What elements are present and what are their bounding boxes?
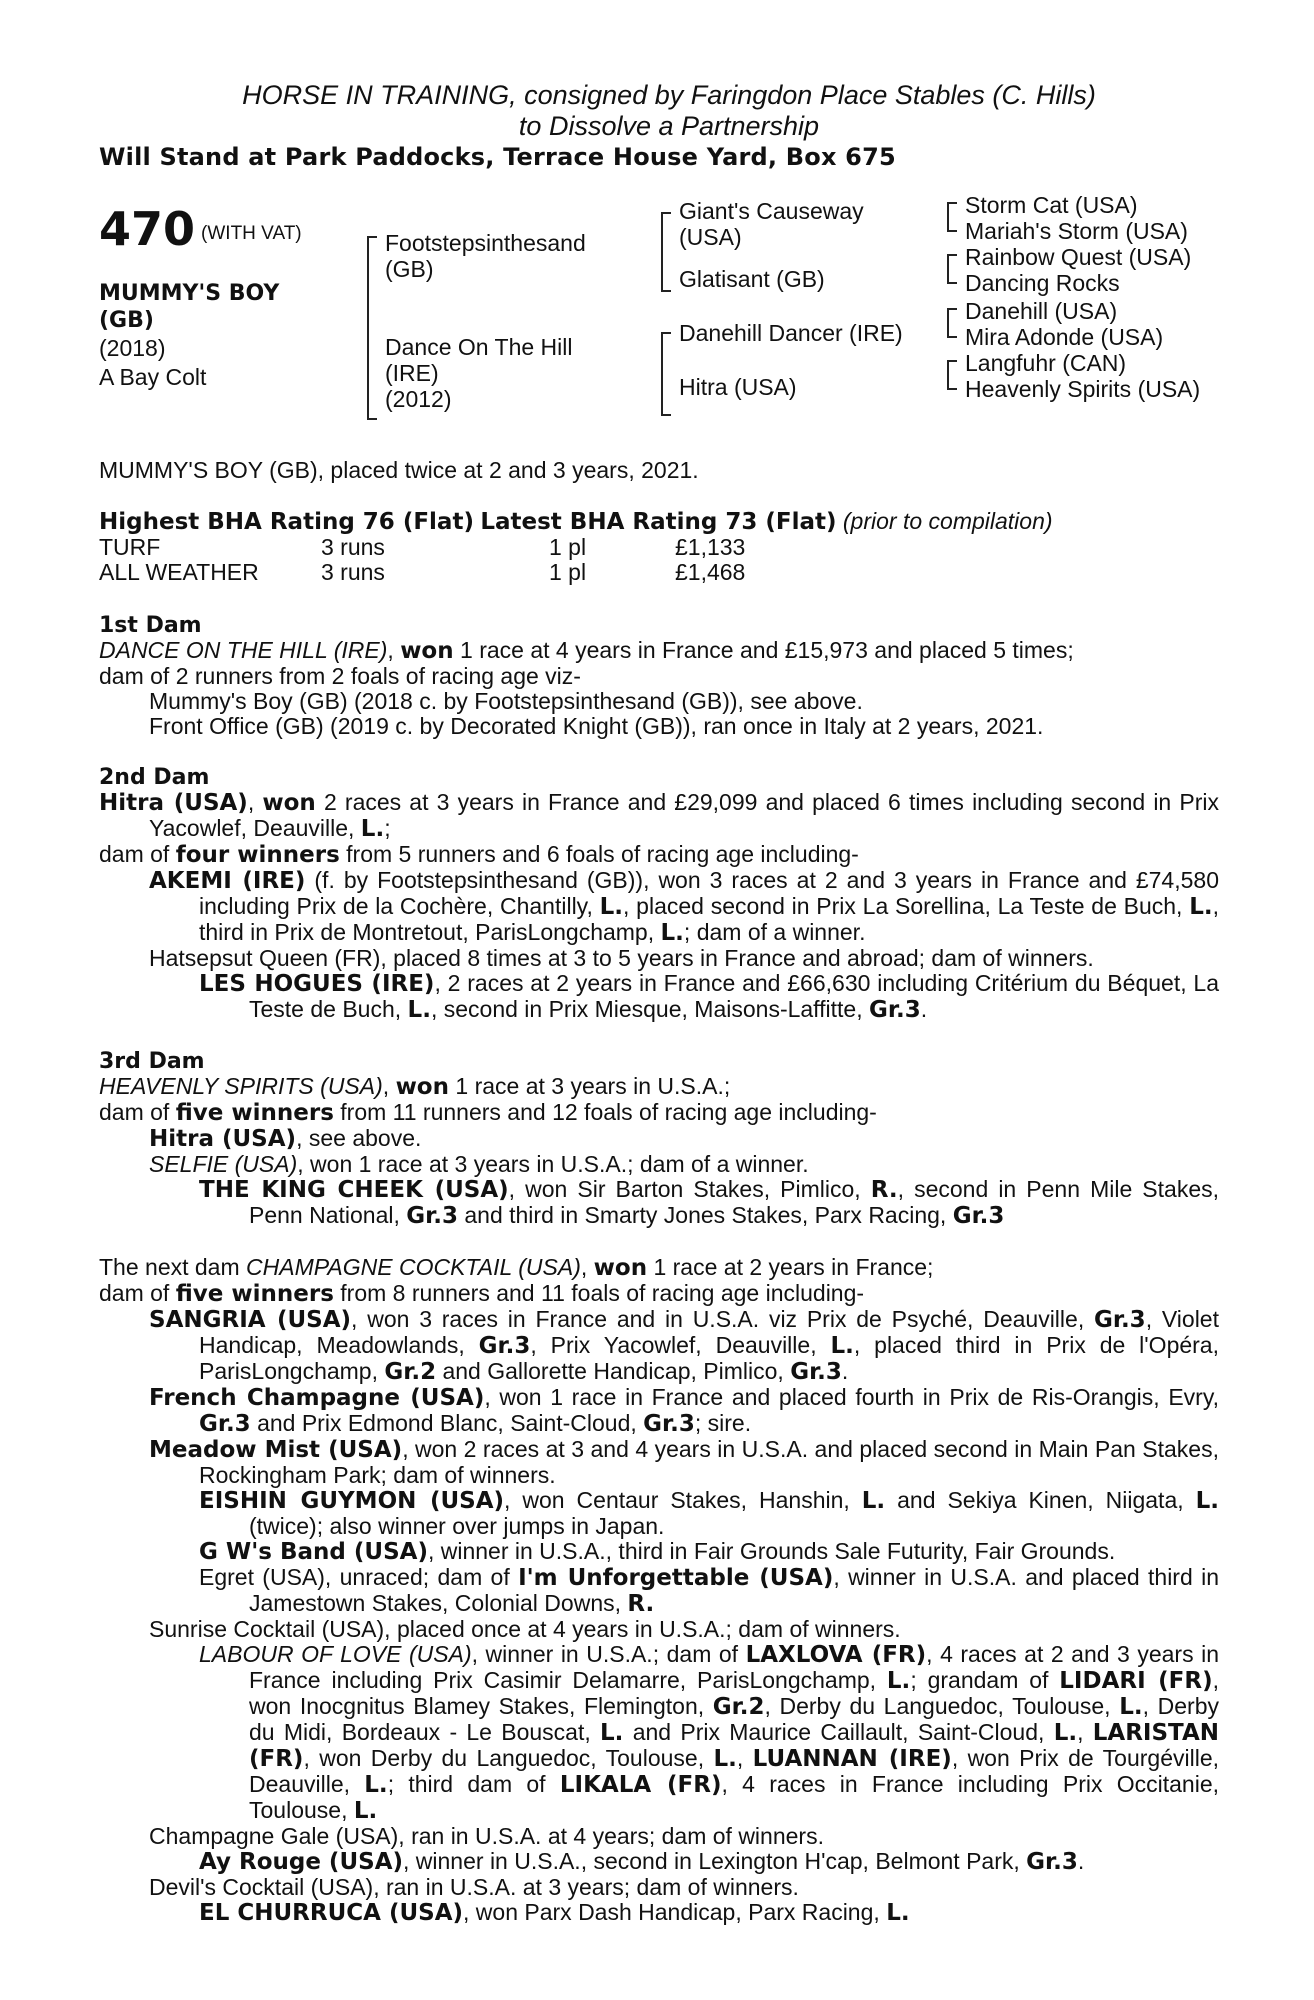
text: , won 1 race in France and placed fourth in Prix de Ris-Orangis, Evry,: [484, 1384, 1220, 1410]
group-badge: Gr.3: [643, 1411, 695, 1437]
produce-item: [99, 1642, 1219, 1824]
winners-count: four winners: [175, 842, 340, 868]
next-dam-section: [99, 1255, 1219, 1926]
g3-name: Heavenly Spirits (USA): [965, 376, 1201, 402]
record-placed: 1 pl: [549, 534, 587, 560]
text: , winner in U.S.A., second in Lexington H'cap, Belmont Park,: [403, 1848, 1027, 1874]
next-dam-produce-intro: [99, 1281, 1219, 1307]
produce-item: [99, 1900, 1219, 1926]
produce-item: [99, 1539, 1219, 1565]
group-badge: Gr.3: [790, 1359, 842, 1385]
g3-name: Dancing Rocks: [965, 270, 1120, 296]
g3-group-4: [965, 350, 1200, 402]
g3-name: Mira Adonde (USA): [965, 324, 1164, 350]
produce-item: [99, 868, 1219, 946]
text: , Derby du Languedoc, Toulouse,: [764, 1693, 1120, 1719]
lot-number-row: [99, 204, 302, 254]
section-heading: 3rd Dam: [99, 1049, 205, 1074]
dam-name: Dance On The Hill: [385, 334, 573, 360]
pedigree-brace: [947, 254, 957, 284]
sire-country: (GB): [385, 256, 434, 282]
text: (twice); also winner over jumps in Japan.: [249, 1513, 665, 1539]
group-badge: Gr.2: [384, 1359, 437, 1385]
horse-name: THE KING CHEEK (USA): [199, 1177, 509, 1203]
second-dam-section: [99, 765, 1219, 1023]
text: ; grandam of: [910, 1667, 1060, 1693]
text: dam of: [99, 1280, 176, 1306]
text: , won Derby du Languedoc, Toulouse,: [303, 1745, 714, 1771]
text: ,: [736, 1745, 753, 1771]
text: , won Centaur Stakes, Hanshin,: [504, 1487, 862, 1513]
horse-name: LIKALA (FR): [559, 1772, 722, 1798]
record-placed: 1 pl: [549, 559, 587, 585]
lot-vat: (WITH VAT): [201, 223, 302, 244]
listed-badge: L.: [830, 1333, 854, 1359]
produce-item: [99, 1565, 1219, 1617]
section-heading: 2nd Dam: [99, 765, 210, 790]
text: ; third dam of: [387, 1771, 560, 1797]
record-prize: £1,133: [675, 534, 746, 560]
record-runs: 3 runs: [321, 559, 385, 585]
produce-item: [99, 1488, 1219, 1539]
g3-name: Langfuhr (CAN): [965, 350, 1127, 376]
won-label: won: [262, 790, 316, 816]
won-label: won: [395, 1074, 449, 1100]
text: , second in Penn Mile Stakes, Penn National,: [249, 1176, 1220, 1228]
third-dam-record: HEAVENLY SPIRITS (USA), won 1 race at 3 years in U.S.A.;: [99, 1073, 731, 1100]
race-record-table: [99, 535, 1219, 587]
horse-name: French Champagne (USA): [149, 1385, 485, 1411]
horse-name: AKEMI (IRE): [149, 868, 306, 894]
text: 1 race at 2 years in France;: [647, 1254, 934, 1280]
summary: MUMMY'S BOY (GB), placed twice at 2 and 3 years, 2021.: [99, 457, 699, 483]
listed-badge: L.: [353, 1798, 378, 1824]
produce-item: [99, 1307, 1219, 1385]
sire-name: Footstepsinthesand: [385, 230, 586, 256]
dam: [385, 334, 573, 412]
text: .: [920, 996, 928, 1022]
horse-name: LIDARI (FR): [1059, 1668, 1213, 1694]
text: 1 race at 3 years in U.S.A.;: [449, 1073, 731, 1099]
group-badge: Gr.3: [1026, 1849, 1078, 1875]
horse-country: (GB): [99, 308, 154, 333]
produce-item: Sunrise Cocktail (USA), placed once at 4 years in U.S.A.; dam of winners.: [149, 1616, 901, 1642]
horse-description: A Bay Colt: [99, 364, 207, 390]
stand-location: Will Stand at Park Paddocks, Terrace House Yard, Box 675: [99, 143, 896, 171]
text: and Sekiya Kinen, Niigata,: [885, 1487, 1196, 1513]
listed-badge: L.: [1119, 1694, 1143, 1720]
pedigree-brace: [661, 332, 671, 416]
horse-year: (2018): [99, 335, 166, 361]
dam-year: (2012): [385, 386, 452, 412]
text: , see above.: [296, 1125, 422, 1151]
text: from 11 runners and 12 foals of racing age including-: [333, 1099, 877, 1125]
pedigree-brace: [947, 202, 957, 232]
group-badge: Gr.3: [406, 1203, 458, 1229]
g3-name: Danehill (USA): [965, 298, 1118, 324]
text: , 4 races in France including Prix Occitanie, Toulouse,: [249, 1771, 1220, 1823]
produce-item: Front Office (GB) (2019 c. by Decorated Knight (GB)), ran once in Italy at 2 years, 2021.: [149, 713, 1044, 739]
text: .: [1077, 1848, 1085, 1874]
produce-item: Hatsepsut Queen (FR), placed 8 times at 3 to 5 years in France and abroad; dam of winners.: [149, 945, 1094, 971]
text: , winner in U.S.A.; dam of: [471, 1641, 746, 1667]
third-dam-section: [99, 1049, 1219, 1229]
horse-name: EISHIN GUYMON (USA): [199, 1488, 505, 1514]
rating-note: (prior to compilation): [842, 508, 1053, 534]
horse-name: LABOUR OF LOVE (USA): [199, 1641, 472, 1667]
text: from 5 runners and 6 foals of racing age including-: [339, 841, 859, 867]
text: , winner in U.S.A. and placed third in Jamestown Stakes, Colonial Downs,: [249, 1564, 1219, 1616]
winners-count: five winners: [175, 1281, 334, 1307]
text: , placed second in Prix La Sorellina, La Teste de Buch,: [623, 893, 1190, 919]
second-dam-produce-intro: [99, 842, 1219, 868]
listed-badge: L.: [600, 1720, 624, 1746]
restricted-badge: R.: [870, 1177, 898, 1203]
group-badge: Gr.2: [712, 1694, 765, 1720]
horse-info: [99, 280, 329, 392]
rating-highest: Highest BHA Rating 76 (Flat): [99, 509, 474, 535]
sire-sire: [679, 198, 864, 250]
dam-sire: Danehill Dancer (IRE): [679, 320, 903, 346]
listed-badge: L.: [713, 1746, 737, 1772]
horse-name: LES HOGUES (IRE): [199, 971, 435, 997]
listed-badge: L.: [599, 894, 624, 920]
text: , won 1 race at 3 years in U.S.A.; dam of a winner.: [297, 1151, 809, 1177]
text: dam of: [99, 841, 176, 867]
produce-item: [99, 1385, 1219, 1437]
group-badge: Gr.3: [952, 1203, 1005, 1229]
g3-name: Storm Cat (USA): [965, 192, 1138, 218]
produce-item: [99, 1152, 1219, 1177]
pedigree-brace: [947, 308, 957, 338]
text: The next dam: [99, 1254, 247, 1280]
produce-item: Champagne Gale (USA), ran in U.S.A. at 4 years; dam of winners.: [149, 1823, 824, 1849]
horse-name: LARISTAN (FR): [249, 1720, 1220, 1772]
text: , won 2 races at 3 and 4 years in U.S.A. and placed second in Main Pan Stakes, Rockingham Park; dam of winners.: [199, 1436, 1219, 1488]
text: from 8 runners and 11 foals of racing age including-: [333, 1280, 865, 1306]
text: ; sire.: [694, 1410, 752, 1436]
text: , won Parx Dash Handicap, Parx Racing,: [463, 1899, 887, 1925]
produce-item: Devil's Cocktail (USA), ran in U.S.A. at 3 years; dam of winners.: [149, 1874, 799, 1900]
text: , won Inocgnitus Blamey Stakes, Flemington,: [249, 1667, 1219, 1719]
horse-name: HEAVENLY SPIRITS (USA): [99, 1073, 383, 1099]
second-dam-record: Hitra (USA), won 2 races at 3 years in France and £29,099 and placed 6 times including second in Prix Yacowlef, Deauville, L.;: [99, 789, 1219, 842]
text: , winner in U.S.A., third in Fair Grounds Sale Futurity, Fair Grounds.: [427, 1538, 1116, 1564]
text: , won Sir Barton Stakes, Pimlico,: [508, 1176, 871, 1202]
sire-sire-country: (USA): [679, 224, 742, 250]
listed-badge: L.: [886, 1668, 911, 1694]
text: 2 races at 3 years in France and £29,099 and placed 6 times including second in Prix Yacowlef, Deauville,: [149, 789, 1219, 841]
text: (f. by Footstepsinthesand (GB)), won 3 races at 2 and 3 years in France and £74,580 including Prix de la Cochère, Chantilly,: [199, 867, 1219, 919]
text: , Prix Yacowlef, Deauville,: [530, 1332, 831, 1358]
won-label: won: [593, 1255, 648, 1281]
horse-name: MUMMY'S BOY: [99, 281, 280, 306]
g3-group-1: [965, 192, 1188, 244]
listed-badge: L.: [360, 816, 385, 842]
listed-badge: L.: [1053, 1720, 1078, 1746]
g3-group-3: [965, 298, 1163, 350]
listed-badge: L.: [1195, 1488, 1219, 1514]
dam-dam: Hitra (USA): [679, 374, 797, 400]
produce-item: [99, 1437, 1219, 1488]
horse-name: SANGRIA (USA): [149, 1307, 352, 1333]
produce-item: Mummy's Boy (GB) (2018 c. by Footstepsinthesand (GB)), see above.: [149, 688, 863, 714]
horse-name: I'm Unforgettable (USA): [518, 1565, 834, 1591]
produce-item: [99, 1126, 1219, 1152]
text: , Violet Handicap, Meadowlands,: [199, 1306, 1219, 1358]
g3-name: Mariah's Storm (USA): [965, 218, 1188, 244]
restricted-badge: R.: [627, 1591, 655, 1617]
horse-name: LAXLOVA (FR): [745, 1642, 927, 1668]
listed-badge: L.: [660, 920, 684, 946]
text: dam of: [99, 1099, 176, 1125]
horse-name: SELFIE (USA): [149, 1151, 298, 1177]
horse-name: DANCE ON THE HILL (IRE): [99, 637, 388, 663]
record-prize: £1,468: [675, 559, 746, 585]
text: and Prix Maurice Caillault, Saint-Cloud,: [623, 1719, 1054, 1745]
lot-number: 470: [99, 202, 196, 256]
g3-name: Rainbow Quest (USA): [965, 244, 1192, 270]
text: Egret (USA), unraced; dam of: [199, 1564, 519, 1590]
sire: [385, 230, 586, 282]
horse-name: G W's Band (USA): [199, 1539, 428, 1565]
produce-item: [99, 1177, 1219, 1229]
third-dam-produce-intro: [99, 1100, 1219, 1126]
text: , Derby du Midi, Bordeaux - Le Bouscat,: [249, 1693, 1219, 1745]
header-title-line2: to Dissolve a Partnership: [518, 111, 820, 141]
first-dam-produce-intro: dam of 2 runners from 2 foals of racing age viz-: [99, 663, 581, 689]
text: , second in Prix Miesque, Maisons-Laffitte,: [430, 996, 870, 1022]
first-dam-section: [99, 613, 1219, 739]
text: , 4 races at 2 and 3 years in France including Prix Casimir Delamarre, ParisLongchamp,: [249, 1641, 1220, 1693]
horse-name: EL CHURRUCA (USA): [199, 1900, 464, 1926]
first-dam-record: DANCE ON THE HILL (IRE), won 1 race at 4 years in France and £15,973 and placed 5 times;: [99, 637, 1074, 664]
sire-sire-name: Giant's Causeway: [679, 198, 864, 224]
winners-count: five winners: [175, 1100, 334, 1126]
text: ; dam of a winner.: [683, 919, 866, 945]
listed-badge: L.: [407, 997, 431, 1023]
produce-item: [99, 971, 1219, 1023]
text: ;: [384, 815, 391, 841]
produce-item: [99, 1849, 1219, 1875]
group-badge: Gr.3: [199, 1411, 251, 1437]
record-surface: TURF: [99, 534, 161, 560]
listed-badge: L.: [1189, 894, 1213, 920]
text: ,: [1077, 1719, 1093, 1745]
horse-name: LUANNAN (IRE): [752, 1746, 952, 1772]
won-label: won: [400, 638, 454, 664]
text: and Prix Edmond Blanc, Saint-Cloud,: [250, 1410, 644, 1436]
g3-group-2: [965, 244, 1191, 296]
text: , placed third in Prix de l'Opéra, ParisLongchamp,: [199, 1332, 1219, 1384]
next-dam-record: The next dam CHAMPAGNE COCKTAIL (USA), won 1 race at 2 years in France;: [99, 1254, 934, 1281]
dam-country: (IRE): [385, 360, 439, 386]
group-badge: Gr.3: [1094, 1307, 1146, 1333]
text: , won Prix de Tourgéville, Deauville,: [249, 1745, 1220, 1797]
listed-badge: L.: [364, 1772, 388, 1798]
group-badge: Gr.3: [478, 1333, 531, 1359]
group-badge: Gr.3: [869, 997, 921, 1023]
text: and third in Smarty Jones Stakes, Parx Racing,: [457, 1202, 953, 1228]
text: 1 race at 4 years in France and £15,973 and placed 5 times;: [453, 637, 1074, 663]
text: .: [841, 1358, 849, 1384]
listed-badge: L.: [861, 1488, 886, 1514]
pedigree-brace: [661, 212, 671, 292]
rating-line: [99, 509, 1219, 535]
text: and Gallorette Handicap, Pimlico,: [436, 1358, 791, 1384]
rating-latest: Latest BHA Rating 73 (Flat): [480, 509, 837, 535]
sire-dam: Glatisant (GB): [679, 266, 825, 292]
record-surface: ALL WEATHER: [99, 559, 259, 585]
text: , won 3 races in France and in U.S.A. viz Prix de Psyché, Deauville,: [351, 1306, 1094, 1332]
horse-name: Ay Rouge (USA): [199, 1849, 404, 1875]
horse-name: Hitra (USA): [99, 790, 248, 816]
section-heading: 1st Dam: [99, 613, 202, 638]
catalogue-page: [99, 80, 1219, 1926]
listed-badge: L.: [886, 1900, 910, 1926]
text: , third in Prix de Montretout, ParisLongchamp,: [199, 893, 1219, 945]
pedigree-brace: [367, 236, 377, 420]
header-title-line1: HORSE IN TRAINING, consigned by Faringdon Place Stables (C. Hills): [242, 80, 1096, 110]
horse-name: CHAMPAGNE COCKTAIL (USA): [246, 1254, 581, 1280]
pedigree-block: [99, 192, 1219, 438]
pedigree-brace: [947, 360, 957, 390]
horse-name: Hitra (USA): [149, 1126, 297, 1152]
text: , 2 races at 2 years in France and £66,630 including Critérium du Béquet, La Teste de Buch,: [249, 970, 1219, 1022]
record-runs: 3 runs: [321, 534, 385, 560]
horse-name: Meadow Mist (USA): [149, 1437, 403, 1463]
